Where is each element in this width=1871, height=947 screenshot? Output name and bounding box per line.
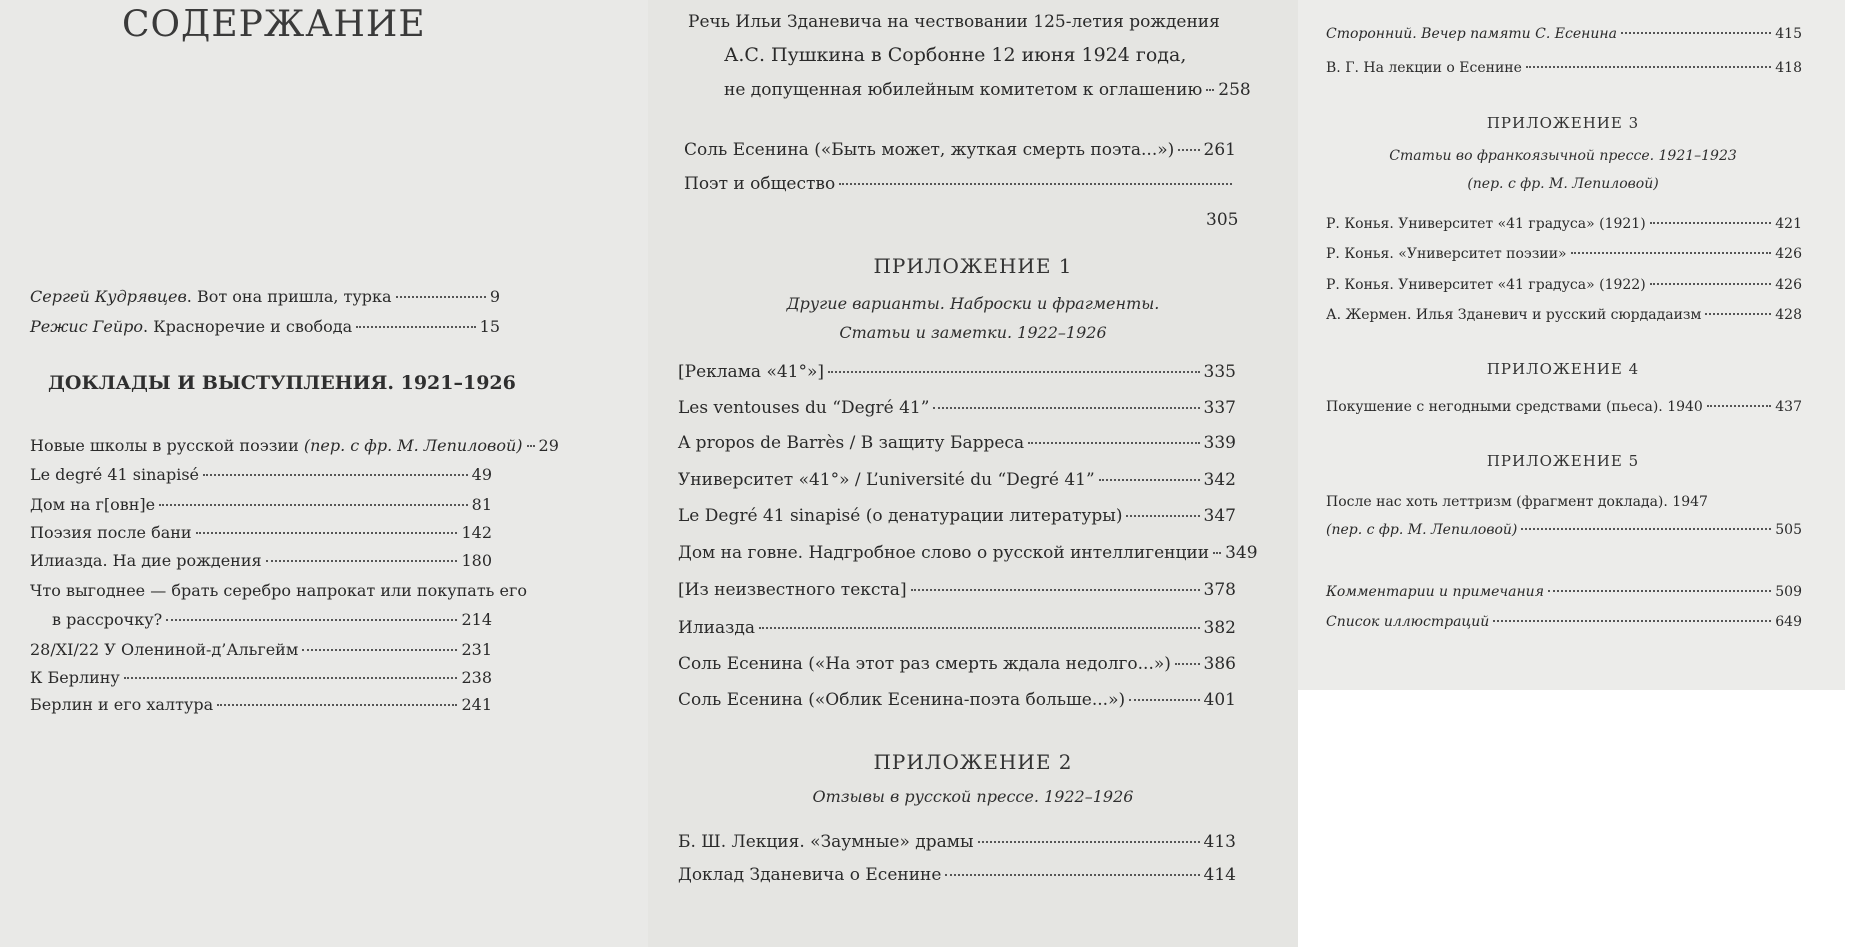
toc-entry[interactable]: Комментарии и примечания 509 (1326, 584, 1802, 600)
toc-entry[interactable]: Соль Есенина («Быть может, жуткая смерть поэта...») 261 (684, 140, 1236, 160)
page-title: СОДЕРЖАНИЕ (122, 4, 426, 45)
toc-entry[interactable]: Поэзия после бани 142 (30, 523, 492, 542)
appendix-heading: ПРИЛОЖЕНИЕ 2 (873, 750, 1073, 774)
toc-entry[interactable]: Сергей Кудрявцев. Вот она пришла, турка 9 (30, 287, 500, 306)
toc-entry[interactable]: [Реклама «41°»] 335 (678, 362, 1236, 382)
toc-entry-line[interactable]: А.С. Пушкина в Сорбонне 12 июня 1924 года, (724, 44, 1187, 66)
toc-page-middle (648, 0, 1298, 947)
toc-entry[interactable]: Сторонний. Вечер памяти С. Есенина 415 (1326, 26, 1802, 42)
toc-entry-line[interactable]: Речь Ильи Зданевича на чествовании 125-летия рождения (688, 12, 1220, 32)
toc-entry[interactable]: Университет «41°» / L’université du “Degré 41” 342 (678, 470, 1236, 490)
appendix-subtitle: Статьи во франкоязычной прессе. 1921–1923 (1389, 148, 1737, 164)
toc-entry[interactable]: Доклад Зданевича о Есенине 414 (678, 865, 1236, 885)
appendix-subtitle: Статьи и заметки. 1922–1926 (839, 323, 1107, 342)
toc-entry[interactable]: Б. Ш. Лекция. «Заумные» драмы 413 (678, 832, 1236, 852)
toc-entry[interactable]: Р. Конья. Университет «41 градуса» (1921) 421 (1326, 216, 1802, 232)
section-heading: ДОКЛАДЫ И ВЫСТУПЛЕНИЯ. 1921–1926 (48, 372, 516, 394)
toc-entry[interactable]: Новые школы в русской поэзии (пер. с фр. М. Лепиловой) 29 (30, 436, 559, 455)
appendix-subtitle: Отзывы в русской прессе. 1922–1926 (812, 787, 1134, 806)
toc-entry[interactable]: Список иллюстраций 649 (1326, 614, 1802, 630)
toc-entry[interactable]: Илиазда 382 (678, 618, 1236, 638)
toc-page-right (1298, 0, 1845, 690)
toc-entry[interactable]: [Из неизвестного текста] 378 (678, 580, 1236, 600)
toc-entry[interactable]: A propos de Barrès / В защиту Барреса 339 (678, 433, 1236, 453)
appendix-heading: ПРИЛОЖЕНИЕ 3 (1486, 114, 1640, 132)
toc-entry[interactable]: Режис Гейро. Красноречие и свобода 15 (30, 317, 500, 336)
toc-page-left (0, 0, 648, 947)
toc-entry-line[interactable]: После нас хоть леттризм (фрагмент доклада). 1947 (1326, 494, 1708, 510)
toc-entry[interactable]: Le Degré 41 sinapisé (о денатурации литературы) 347 (678, 506, 1236, 526)
toc-entry[interactable]: Покушение с негодными средствами (пьеса). 1940 437 (1326, 399, 1802, 415)
toc-entry[interactable]: К Берлину 238 (30, 668, 492, 687)
toc-entry[interactable]: (пер. с фр. М. Лепиловой) 505 (1326, 522, 1802, 538)
toc-entry[interactable]: Поэт и общество (684, 174, 1236, 194)
toc-entry[interactable]: В. Г. На лекции о Есенине 418 (1326, 60, 1802, 76)
toc-entry[interactable]: А. Жермен. Илья Зданевич и русский сюрдадаизм 428 (1326, 307, 1802, 323)
toc-entry[interactable]: Р. Конья. «Университет поэзии» 426 (1326, 246, 1802, 262)
appendix-subtitle: (пер. с фр. М. Лепиловой) (1467, 176, 1659, 192)
appendix-heading: ПРИЛОЖЕНИЕ 4 (1486, 360, 1640, 378)
toc-entry[interactable]: в рассрочку? 214 (52, 610, 492, 629)
toc-entry[interactable]: Les ventouses du “Degré 41” 337 (678, 398, 1236, 418)
toc-entry[interactable]: Дом на г[овн]е 81 (30, 495, 492, 514)
toc-entry[interactable]: Р. Конья. Университет «41 градуса» (1922) 426 (1326, 277, 1802, 293)
toc-entry[interactable]: не допущенная юбилейным комитетом к оглашению 258 (724, 80, 1251, 100)
appendix-heading: ПРИЛОЖЕНИЕ 5 (1486, 452, 1640, 470)
toc-entry[interactable]: Соль Есенина («Облик Есенина-поэта больше...») 401 (678, 690, 1236, 710)
toc-entry-line[interactable]: Что выгоднее — брать серебро напрокат или покупать его (30, 581, 527, 600)
toc-entry[interactable]: Илиазда. На дие рождения 180 (30, 551, 492, 570)
toc-entry[interactable]: Дом на говне. Надгробное слово о русской интеллигенции 349 (678, 543, 1258, 563)
appendix-heading: ПРИЛОЖЕНИЕ 1 (873, 254, 1073, 278)
toc-entry[interactable]: Соль Есенина («На этот раз смерть ждала недолго...») 386 (678, 654, 1236, 674)
toc-entry[interactable]: Берлин и его халтура 241 (30, 695, 492, 714)
page-number: 305 (1206, 210, 1239, 230)
toc-entry[interactable]: Le degré 41 sinapisé 49 (30, 465, 492, 484)
toc-entry[interactable]: 28/XI/22 У Олениной-д’Альгейм 231 (30, 640, 492, 659)
appendix-subtitle: Другие варианты. Наброски и фрагменты. (786, 294, 1160, 313)
